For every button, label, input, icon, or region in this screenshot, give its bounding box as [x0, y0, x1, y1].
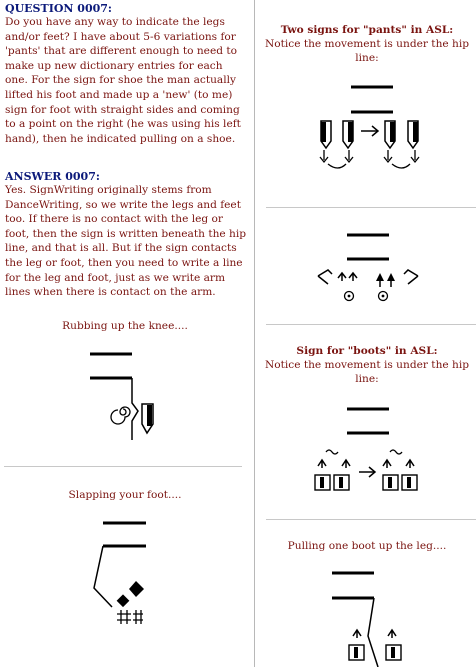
question-heading: QUESTION 0007:: [5, 2, 112, 15]
pants-note: Notice the movement is under the hip line:: [264, 38, 470, 64]
pants-title: Two signs for "pants" in ASL:: [280, 24, 454, 36]
pulling-boot-diagram: [258, 0, 476, 667]
pulling-caption: Pulling one boot up the leg....: [287, 540, 447, 552]
foot-contact-icon: [117, 581, 144, 624]
answer-heading: ANSWER 0007:: [5, 170, 100, 183]
question-text: Do you have any way to indicate the legs and/or feet? I have about 5-6 variations for 'pants' that are different enough to need to make up new dictionary entries for each one. For the sign for shoe the man actually lifted his foot and made up a 'new' (to me) sign for foot with straight sides and coming to a point on the right (he was using his left hand), then he indicated pulling on a shoe.: [5, 16, 241, 145]
leg-line: [94, 546, 112, 607]
rubbing-caption: Rubbing up the knee....: [62, 320, 188, 332]
leg-line: [368, 598, 378, 667]
boots-title: Sign for "boots" in ASL:: [296, 345, 438, 357]
column-divider: [254, 0, 255, 667]
boots-note: Notice the movement is under the hip line:: [264, 359, 470, 385]
right-column: [258, 0, 476, 667]
answer-text: Yes. SignWriting originally stems from DanceWriting, so we write the legs and feet too. If there is no contact with the leg or foot, then the sign is written beneath the hip line, and that is all. But if the sign contacts the leg or foot, then you need to write a line for the leg and foot, just as we write arm lines when there is contact on the arm.: [5, 184, 247, 299]
slapping-caption: Slapping your foot....: [68, 489, 182, 501]
